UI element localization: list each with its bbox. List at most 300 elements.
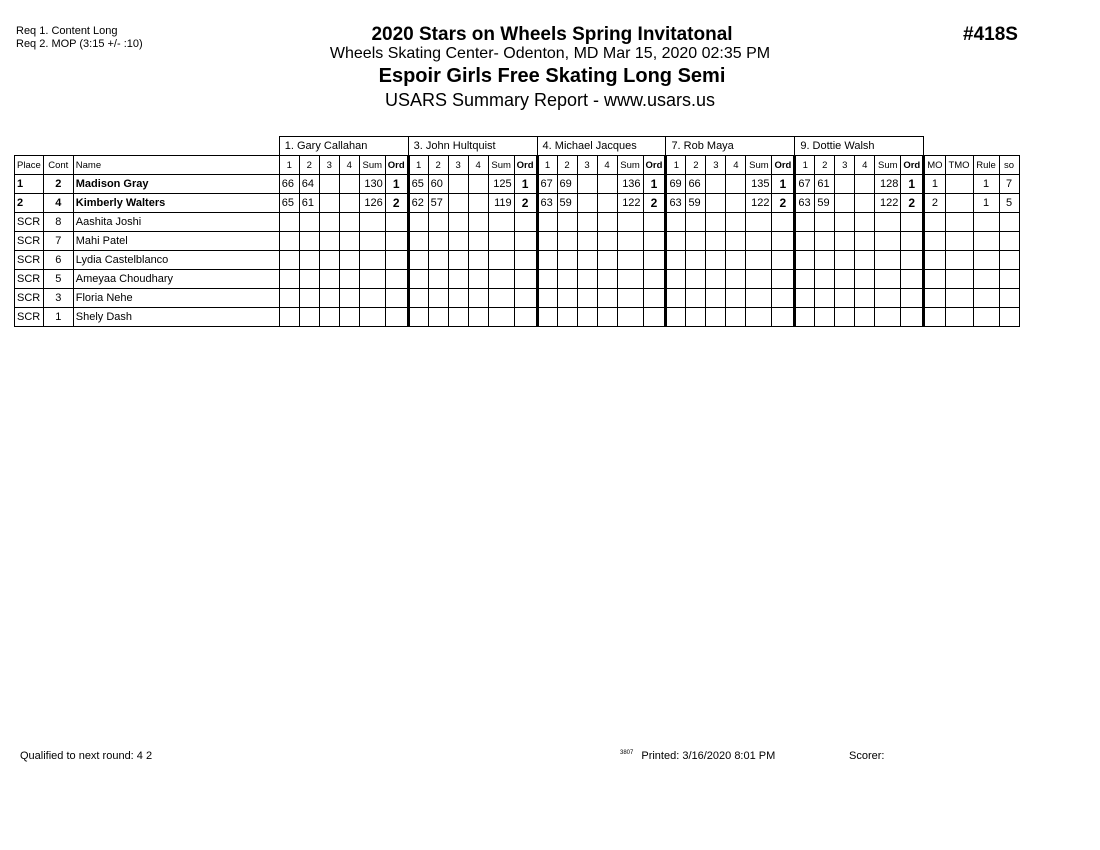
- score-4: [726, 232, 746, 251]
- ord-cell: 2: [643, 194, 666, 213]
- ord-cell: [901, 308, 924, 327]
- score-3: [448, 175, 468, 194]
- score-3: [319, 194, 339, 213]
- header-3: 3: [706, 156, 726, 175]
- score-4: [597, 289, 617, 308]
- results-table: [14, 136, 1020, 327]
- sum-cell: [488, 251, 514, 270]
- table-row: [15, 232, 1020, 251]
- ord-cell: 1: [385, 175, 408, 194]
- score-3: [319, 289, 339, 308]
- ord-cell: [643, 232, 666, 251]
- ord-cell: [514, 270, 537, 289]
- score-3: [835, 213, 855, 232]
- sum-cell: [488, 308, 514, 327]
- ord-cell: [385, 308, 408, 327]
- header-ord: Ord: [385, 156, 408, 175]
- sum-cell: [617, 289, 643, 308]
- skater-name: Shely Dash: [73, 308, 279, 327]
- header-sum: Sum: [359, 156, 385, 175]
- mo-cell: [924, 251, 945, 270]
- score-4: [726, 308, 746, 327]
- score-3: [577, 213, 597, 232]
- score-3: [706, 213, 726, 232]
- score-4: [855, 289, 875, 308]
- score-3: [577, 289, 597, 308]
- header-cont: Cont: [43, 156, 73, 175]
- score-4: [855, 194, 875, 213]
- score-4: [855, 232, 875, 251]
- score-1: [279, 289, 299, 308]
- score-4: [339, 308, 359, 327]
- cont-cell: 3: [43, 289, 73, 308]
- score-3: [319, 175, 339, 194]
- scorer-label: Scorer:: [849, 750, 885, 762]
- ord-cell: [643, 251, 666, 270]
- ord-cell: [514, 289, 537, 308]
- header-4: 4: [597, 156, 617, 175]
- score-4: [855, 308, 875, 327]
- so-cell: [999, 213, 1019, 232]
- ord-cell: 2: [772, 194, 795, 213]
- sum-cell: [875, 251, 901, 270]
- mo-cell: [924, 213, 945, 232]
- ord-cell: [643, 308, 666, 327]
- sum-cell: 128: [875, 175, 901, 194]
- ord-cell: 2: [514, 194, 537, 213]
- score-4: [855, 175, 875, 194]
- header-tmo: TMO: [945, 156, 973, 175]
- rule-cell: [973, 232, 999, 251]
- score-2: 61: [299, 194, 319, 213]
- score-3: [448, 194, 468, 213]
- score-1: 69: [666, 175, 686, 194]
- score-2: [686, 251, 706, 270]
- sum-cell: [488, 270, 514, 289]
- score-4: [468, 213, 488, 232]
- ord-cell: [385, 270, 408, 289]
- header-3: 3: [319, 156, 339, 175]
- skater-name: Ameyaa Choudhary: [73, 270, 279, 289]
- tmo-cell: [945, 175, 973, 194]
- score-4: [339, 270, 359, 289]
- ord-cell: [901, 232, 924, 251]
- score-4: [726, 194, 746, 213]
- sum-cell: [488, 289, 514, 308]
- header-2: 2: [557, 156, 577, 175]
- score-2: 57: [428, 194, 448, 213]
- score-3: [835, 175, 855, 194]
- score-3: [448, 308, 468, 327]
- header-2: 2: [815, 156, 835, 175]
- competition-title: 2020 Stars on Wheels Spring Invitatonal: [371, 24, 733, 45]
- blank-cell: [15, 137, 280, 156]
- cont-cell: 8: [43, 213, 73, 232]
- sum-cell: [746, 251, 772, 270]
- ord-cell: 1: [901, 175, 924, 194]
- ord-cell: 1: [772, 175, 795, 194]
- score-2: [428, 308, 448, 327]
- skater-name: Madison Gray: [73, 175, 279, 194]
- place-cell: SCR: [15, 213, 44, 232]
- tmo-cell: [945, 308, 973, 327]
- judge-header-row: [15, 137, 1020, 156]
- cont-cell: 7: [43, 232, 73, 251]
- score-2: [815, 289, 835, 308]
- judge-name: 4. Michael Jacques: [537, 137, 666, 156]
- ord-cell: [514, 251, 537, 270]
- header-2: 2: [299, 156, 319, 175]
- score-2: 69: [557, 175, 577, 194]
- score-3: [577, 232, 597, 251]
- header-4: 4: [339, 156, 359, 175]
- score-2: [815, 232, 835, 251]
- score-1: [795, 251, 815, 270]
- table-row: [15, 308, 1020, 327]
- judge-name: 7. Rob Maya: [666, 137, 795, 156]
- score-1: [795, 213, 815, 232]
- tmo-cell: [945, 270, 973, 289]
- score-3: [448, 232, 468, 251]
- score-3: [319, 251, 339, 270]
- sum-cell: [617, 251, 643, 270]
- ord-cell: [772, 289, 795, 308]
- score-2: [428, 251, 448, 270]
- score-2: 60: [428, 175, 448, 194]
- header-sum: Sum: [746, 156, 772, 175]
- so-cell: [999, 308, 1019, 327]
- score-2: [299, 213, 319, 232]
- score-4: [597, 175, 617, 194]
- header-1: 1: [795, 156, 815, 175]
- score-3: [835, 232, 855, 251]
- printed-timestamp: Printed: 3/16/2020 8:01 PM: [641, 750, 776, 762]
- score-3: [448, 289, 468, 308]
- score-3: [319, 213, 339, 232]
- score-3: [835, 270, 855, 289]
- header-place: Place: [15, 156, 44, 175]
- mo-cell: [924, 289, 945, 308]
- header-mo: MO: [924, 156, 945, 175]
- header-3: 3: [448, 156, 468, 175]
- sum-cell: [746, 308, 772, 327]
- so-cell: [999, 270, 1019, 289]
- so-cell: [999, 289, 1019, 308]
- header-1: 1: [279, 156, 299, 175]
- report-title: USARS Summary Report - www.usars.us: [384, 90, 716, 110]
- score-4: [339, 289, 359, 308]
- ord-cell: [385, 251, 408, 270]
- qualified-note: Qualified to next round: 4 2: [20, 750, 153, 762]
- place-cell: 1: [15, 175, 44, 194]
- score-2: [557, 232, 577, 251]
- table-row: [15, 251, 1020, 270]
- score-1: [666, 232, 686, 251]
- score-3: [319, 308, 339, 327]
- score-1: [408, 308, 428, 327]
- header-sum: Sum: [488, 156, 514, 175]
- cont-cell: 4: [43, 194, 73, 213]
- sum-cell: 122: [617, 194, 643, 213]
- score-3: [835, 308, 855, 327]
- blank-cell: [924, 137, 1019, 156]
- score-4: [468, 308, 488, 327]
- sum-cell: 135: [746, 175, 772, 194]
- score-1: 63: [537, 194, 557, 213]
- score-1: 62: [408, 194, 428, 213]
- sum-cell: [359, 213, 385, 232]
- mo-cell: [924, 308, 945, 327]
- score-2: [686, 270, 706, 289]
- score-3: [448, 270, 468, 289]
- score-3: [835, 289, 855, 308]
- column-header-row: [15, 156, 1020, 175]
- cont-cell: 6: [43, 251, 73, 270]
- requirement-2: Req 2. MOP (3:15 +/- :10): [16, 37, 143, 50]
- score-3: [835, 194, 855, 213]
- score-1: [408, 232, 428, 251]
- sum-cell: [488, 213, 514, 232]
- mo-cell: 1: [924, 175, 945, 194]
- rule-cell: [973, 289, 999, 308]
- score-3: [448, 251, 468, 270]
- score-4: [855, 213, 875, 232]
- judge-name: 3. John Hultquist: [408, 137, 537, 156]
- sum-cell: 130: [359, 175, 385, 194]
- sum-cell: [359, 251, 385, 270]
- ord-cell: [514, 213, 537, 232]
- sum-cell: 136: [617, 175, 643, 194]
- score-2: [815, 213, 835, 232]
- header-4: 4: [468, 156, 488, 175]
- sum-cell: 122: [746, 194, 772, 213]
- ord-cell: [901, 213, 924, 232]
- sum-cell: [746, 289, 772, 308]
- ord-cell: [772, 270, 795, 289]
- score-4: [468, 232, 488, 251]
- score-2: [557, 270, 577, 289]
- table-row: [15, 213, 1020, 232]
- mo-cell: [924, 270, 945, 289]
- header-ord: Ord: [772, 156, 795, 175]
- header-2: 2: [686, 156, 706, 175]
- sum-cell: [617, 213, 643, 232]
- score-4: [597, 194, 617, 213]
- score-1: [795, 308, 815, 327]
- cont-cell: 5: [43, 270, 73, 289]
- score-3: [706, 289, 726, 308]
- ord-cell: 1: [514, 175, 537, 194]
- score-2: [557, 289, 577, 308]
- header-ord: Ord: [643, 156, 666, 175]
- sum-cell: [359, 289, 385, 308]
- tmo-cell: [945, 289, 973, 308]
- score-3: [577, 251, 597, 270]
- score-1: [537, 289, 557, 308]
- score-3: [706, 194, 726, 213]
- table-row: [15, 270, 1020, 289]
- sum-cell: 122: [875, 194, 901, 213]
- skater-name: Mahi Patel: [73, 232, 279, 251]
- score-1: [408, 270, 428, 289]
- score-2: [299, 308, 319, 327]
- score-2: 59: [557, 194, 577, 213]
- score-1: [666, 289, 686, 308]
- score-4: [726, 213, 746, 232]
- skater-name: Aashita Joshi: [73, 213, 279, 232]
- score-1: 65: [408, 175, 428, 194]
- place-cell: SCR: [15, 232, 44, 251]
- so-cell: [999, 232, 1019, 251]
- score-4: [726, 175, 746, 194]
- ord-cell: [385, 213, 408, 232]
- header-1: 1: [537, 156, 557, 175]
- score-3: [577, 175, 597, 194]
- judge-name: 1. Gary Callahan: [279, 137, 408, 156]
- score-1: [795, 232, 815, 251]
- score-3: [706, 251, 726, 270]
- tmo-cell: [945, 194, 973, 213]
- ord-cell: [901, 289, 924, 308]
- header-so: so: [999, 156, 1019, 175]
- score-1: [408, 213, 428, 232]
- sum-cell: [359, 270, 385, 289]
- score-2: [428, 213, 448, 232]
- score-1: [666, 308, 686, 327]
- score-4: [597, 251, 617, 270]
- judge-name: 9. Dottie Walsh: [795, 137, 924, 156]
- score-4: [726, 270, 746, 289]
- header-name: Name: [73, 156, 279, 175]
- score-3: [319, 270, 339, 289]
- skater-name: Kimberly Walters: [73, 194, 279, 213]
- requirement-1: Req 1. Content Long: [16, 25, 118, 37]
- skater-name: Floria Nehe: [73, 289, 279, 308]
- mo-cell: [924, 232, 945, 251]
- score-1: [795, 270, 815, 289]
- place-cell: SCR: [15, 289, 44, 308]
- score-4: [726, 251, 746, 270]
- ord-cell: [643, 213, 666, 232]
- score-1: [279, 251, 299, 270]
- ord-cell: [643, 289, 666, 308]
- score-1: 63: [666, 194, 686, 213]
- table-row: [15, 289, 1020, 308]
- score-1: 67: [537, 175, 557, 194]
- sum-cell: [875, 213, 901, 232]
- score-2: [815, 270, 835, 289]
- score-3: [706, 175, 726, 194]
- print-code: 3807: [620, 750, 634, 756]
- rule-cell: 1: [973, 194, 999, 213]
- score-3: [706, 270, 726, 289]
- score-1: [666, 270, 686, 289]
- ord-cell: [385, 232, 408, 251]
- score-1: 63: [795, 194, 815, 213]
- score-4: [339, 213, 359, 232]
- sum-cell: [746, 213, 772, 232]
- header-2: 2: [428, 156, 448, 175]
- score-3: [577, 270, 597, 289]
- so-cell: [999, 251, 1019, 270]
- score-4: [597, 270, 617, 289]
- skater-name: Lydia Castelblanco: [73, 251, 279, 270]
- sum-cell: [488, 232, 514, 251]
- sum-cell: [359, 232, 385, 251]
- score-3: [706, 232, 726, 251]
- ord-cell: [901, 251, 924, 270]
- table-row: [15, 175, 1020, 194]
- ord-cell: 1: [643, 175, 666, 194]
- tmo-cell: [945, 251, 973, 270]
- cont-cell: 1: [43, 308, 73, 327]
- rule-cell: [973, 270, 999, 289]
- header-ord: Ord: [514, 156, 537, 175]
- place-cell: SCR: [15, 251, 44, 270]
- score-4: [339, 251, 359, 270]
- score-4: [597, 308, 617, 327]
- ord-cell: [772, 308, 795, 327]
- score-1: [537, 213, 557, 232]
- tmo-cell: [945, 213, 973, 232]
- score-4: [468, 175, 488, 194]
- place-cell: SCR: [15, 308, 44, 327]
- ord-cell: [772, 232, 795, 251]
- score-2: [557, 308, 577, 327]
- event-title: Espoir Girls Free Skating Long Semi: [378, 65, 726, 87]
- score-2: [299, 251, 319, 270]
- sum-cell: [359, 308, 385, 327]
- sum-cell: 126: [359, 194, 385, 213]
- score-2: 61: [815, 175, 835, 194]
- ord-cell: [514, 308, 537, 327]
- score-4: [468, 251, 488, 270]
- table-row: [15, 194, 1020, 213]
- score-1: [795, 289, 815, 308]
- score-2: [557, 213, 577, 232]
- sum-cell: [617, 308, 643, 327]
- score-1: [279, 232, 299, 251]
- ord-cell: [643, 270, 666, 289]
- sum-cell: [746, 270, 772, 289]
- sum-cell: [875, 270, 901, 289]
- printed-info: [620, 750, 775, 762]
- score-1: [537, 308, 557, 327]
- score-2: 66: [686, 175, 706, 194]
- score-1: [537, 232, 557, 251]
- score-2: [299, 270, 319, 289]
- rule-cell: 1: [973, 175, 999, 194]
- score-2: 59: [815, 194, 835, 213]
- header-1: 1: [666, 156, 686, 175]
- score-2: [686, 213, 706, 232]
- header-4: 4: [726, 156, 746, 175]
- rule-cell: [973, 213, 999, 232]
- ord-cell: [514, 232, 537, 251]
- score-4: [726, 289, 746, 308]
- score-2: [299, 232, 319, 251]
- score-3: [577, 194, 597, 213]
- score-1: [537, 270, 557, 289]
- score-3: [835, 251, 855, 270]
- header-3: 3: [835, 156, 855, 175]
- score-2: [557, 251, 577, 270]
- score-3: [448, 213, 468, 232]
- score-4: [339, 194, 359, 213]
- so-cell: 5: [999, 194, 1019, 213]
- score-3: [577, 308, 597, 327]
- so-cell: 7: [999, 175, 1019, 194]
